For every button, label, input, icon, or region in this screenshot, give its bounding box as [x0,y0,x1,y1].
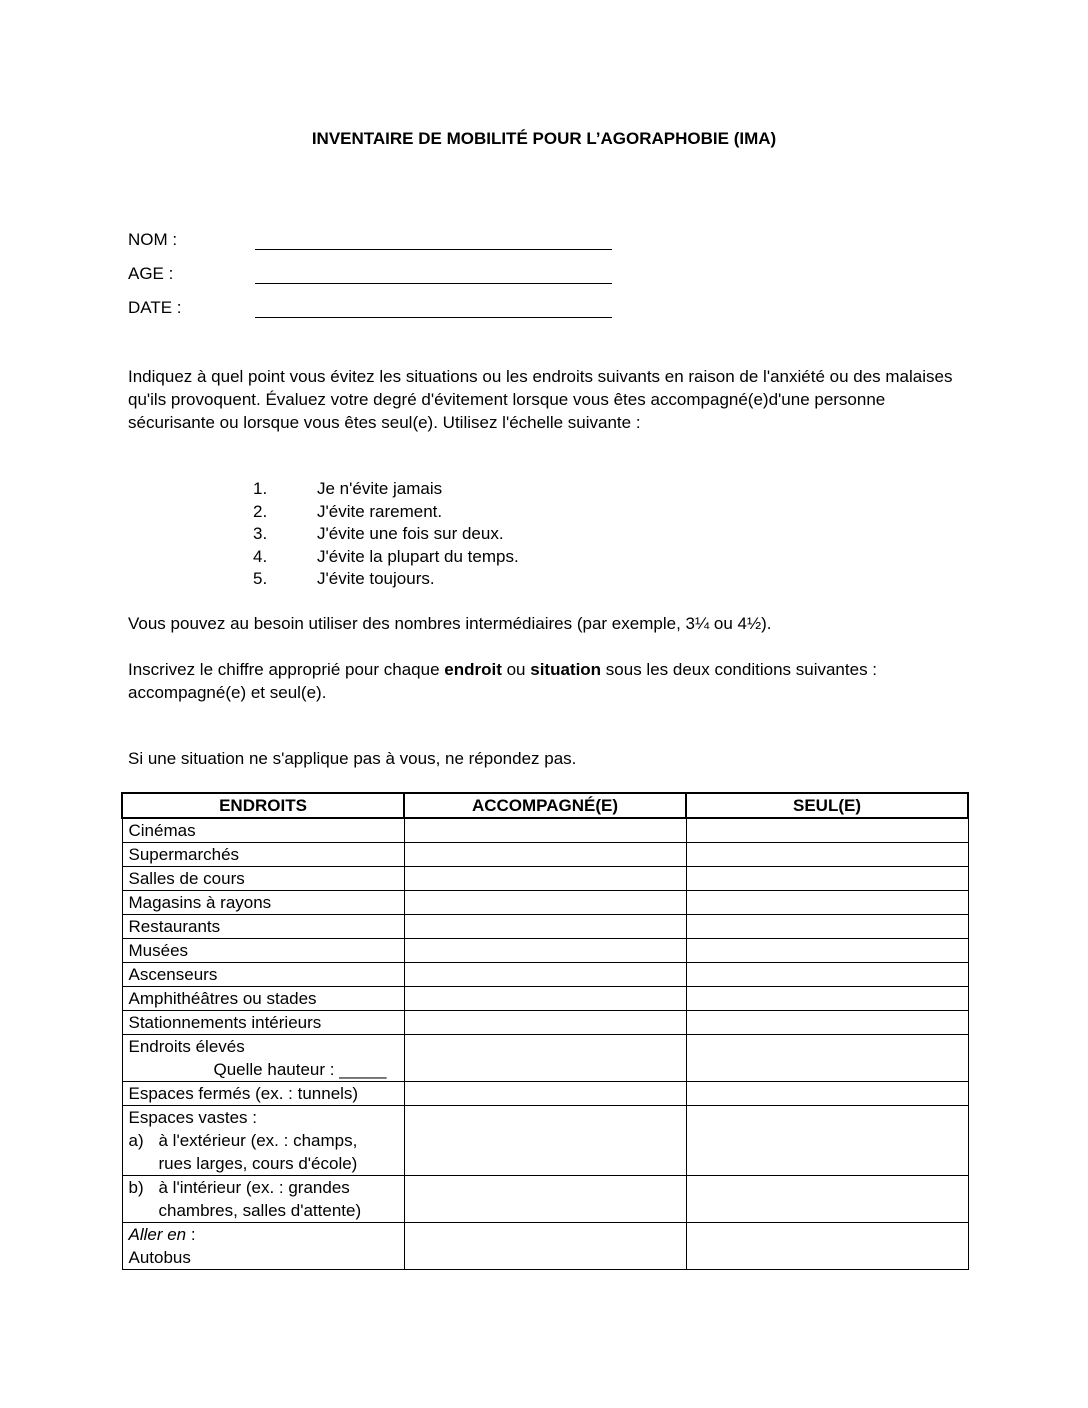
places-table [121,792,969,1270]
header-seul: SEUL(E) [686,793,968,818]
seul-cell[interactable] [686,987,968,1011]
place-cell: Salles de cours [122,867,404,891]
name-label: NOM : [128,230,178,249]
instruction-line2: accompagné(e) et seul(e). [128,683,327,702]
seul-cell[interactable] [686,867,968,891]
scale-text: J'évite toujours. [317,569,435,588]
scale-number: 4. [253,546,268,566]
place-cell [122,1035,404,1082]
scale-item [253,523,653,546]
place-cell [122,1176,404,1223]
table-row [122,1011,968,1035]
accompagne-cell[interactable] [404,1223,686,1270]
scale-text: J'évite rarement. [317,501,443,521]
table-row [122,1223,968,1270]
scale-text: J'évite la plupart du temps. [317,546,519,566]
place-label: Autobus [128,1248,191,1267]
place-cell: Musées [122,939,404,963]
place-label: Espaces vastes : [128,1108,258,1127]
accompagne-cell[interactable] [404,1035,686,1082]
accompagne-cell[interactable] [404,1011,686,1035]
instruction-bold-situation: situation [530,660,602,679]
accompagne-cell[interactable] [404,963,686,987]
rating-scale [253,478,653,591]
scale-item [253,501,653,524]
table-row [122,963,968,987]
sub-text-continued: rues larges, cours d'école) [158,1154,358,1173]
scale-item [253,568,653,591]
age-input-line[interactable] [255,283,612,284]
aller-en-italic: Aller en [128,1225,187,1244]
table-row [122,867,968,891]
name-input-line[interactable] [255,249,612,250]
seul-cell[interactable] [686,1223,968,1270]
accompagne-cell[interactable] [404,1082,686,1106]
intro-paragraph: Indiquez à quel point vous évitez les situations ou les endroits suivants en raison de l'anxiété ou des malaises qu'ils provoquent. Évaluez votre degré d'évitement lorsque vous êtes accompagné(e)d'une personne sécurisante ou lorsque vous êtes seul(e). Utilisez l'échelle suivante : [128,367,953,432]
seul-cell[interactable] [686,915,968,939]
table-row [122,1082,968,1106]
sub-item [129,1129,404,1152]
accompagne-cell[interactable] [404,987,686,1011]
place-label: Endroits élevés [128,1037,245,1056]
table-row [122,818,968,843]
scale-number: 2. [253,501,268,521]
instruction-text: sous les deux conditions suivantes : [601,660,878,679]
scale-text: J'évite une fois sur deux. [317,524,504,543]
age-label: AGE : [128,264,174,283]
seul-cell[interactable] [686,1176,968,1223]
sub-item [129,1176,404,1199]
scale-number: 1. [253,479,268,498]
sub-text: à l'extérieur (ex. : champs, [158,1131,358,1150]
accompagne-cell[interactable] [404,1106,686,1176]
date-input-line[interactable] [255,317,612,318]
accompagne-cell[interactable] [404,1176,686,1223]
seul-cell[interactable] [686,891,968,915]
header-accompagne: ACCOMPAGNÉ(E) [404,793,686,818]
accompagne-cell[interactable] [404,867,686,891]
sub-marker: b) [128,1178,144,1197]
scale-text: Je n'évite jamais [317,479,443,498]
table-row [122,1176,968,1223]
place-cell: Stationnements intérieurs [122,1011,404,1035]
accompagne-cell[interactable] [404,939,686,963]
place-cell [122,1223,404,1270]
instruction-text: ou [501,660,531,679]
scale-number: 3. [253,524,268,543]
scale-item [253,478,653,501]
place-cell: Ascenseurs [122,963,404,987]
intermediate-note: Vous pouvez au besoin utiliser des nombres intermédiaires (par exemple, 3¼ ou 4½). [128,614,772,633]
place-cell [122,1106,404,1176]
table-row [122,843,968,867]
accompagne-cell[interactable] [404,843,686,867]
place-cell: Amphithéâtres ou stades [122,987,404,1011]
table-row [122,1106,968,1176]
header-endroits: ENDROITS [122,793,404,818]
seul-cell[interactable] [686,843,968,867]
seul-cell[interactable] [686,1082,968,1106]
sub-text: à l'intérieur (ex. : grandes [158,1178,350,1197]
seul-cell[interactable] [686,818,968,843]
date-field [128,298,628,322]
skip-note: Si une situation ne s'applique pas à vous, ne répondez pas. [128,749,577,768]
place-cell: Cinémas [122,818,404,843]
instruction-paragraph [128,658,968,704]
aller-colon: : [186,1225,196,1244]
place-label [129,1223,404,1246]
seul-cell[interactable] [686,939,968,963]
table-row [122,915,968,939]
seul-cell[interactable] [686,1106,968,1176]
table-header-row [122,793,968,818]
table-row [122,1035,968,1082]
place-cell: Magasins à rayons [122,891,404,915]
instruction-text: Inscrivez le chiffre approprié pour chaque [128,660,445,679]
page-title: INVENTAIRE DE MOBILITÉ POUR L’AGORAPHOBIE (IMA) [311,129,777,148]
place-cell: Espaces fermés (ex. : tunnels) [122,1082,404,1106]
table-row [122,939,968,963]
accompagne-cell[interactable] [404,891,686,915]
sub-text-continued: chambres, salles d'attente) [158,1201,362,1220]
seul-cell[interactable] [686,1035,968,1082]
accompagne-cell[interactable] [404,915,686,939]
date-label: DATE : [128,298,182,317]
seul-cell[interactable] [686,963,968,987]
place-cell: Restaurants [122,915,404,939]
sub-marker: a) [128,1131,144,1150]
scale-item [253,546,653,569]
accompagne-cell[interactable] [404,818,686,843]
instruction-bold-endroit: endroit [444,660,502,679]
age-field [128,264,628,288]
height-question: Quelle hauteur : _____ [213,1060,387,1079]
table-row [122,891,968,915]
place-cell: Supermarchés [122,843,404,867]
seul-cell[interactable] [686,1011,968,1035]
table-row [122,987,968,1011]
scale-number: 5. [253,569,268,588]
name-field [128,230,628,254]
